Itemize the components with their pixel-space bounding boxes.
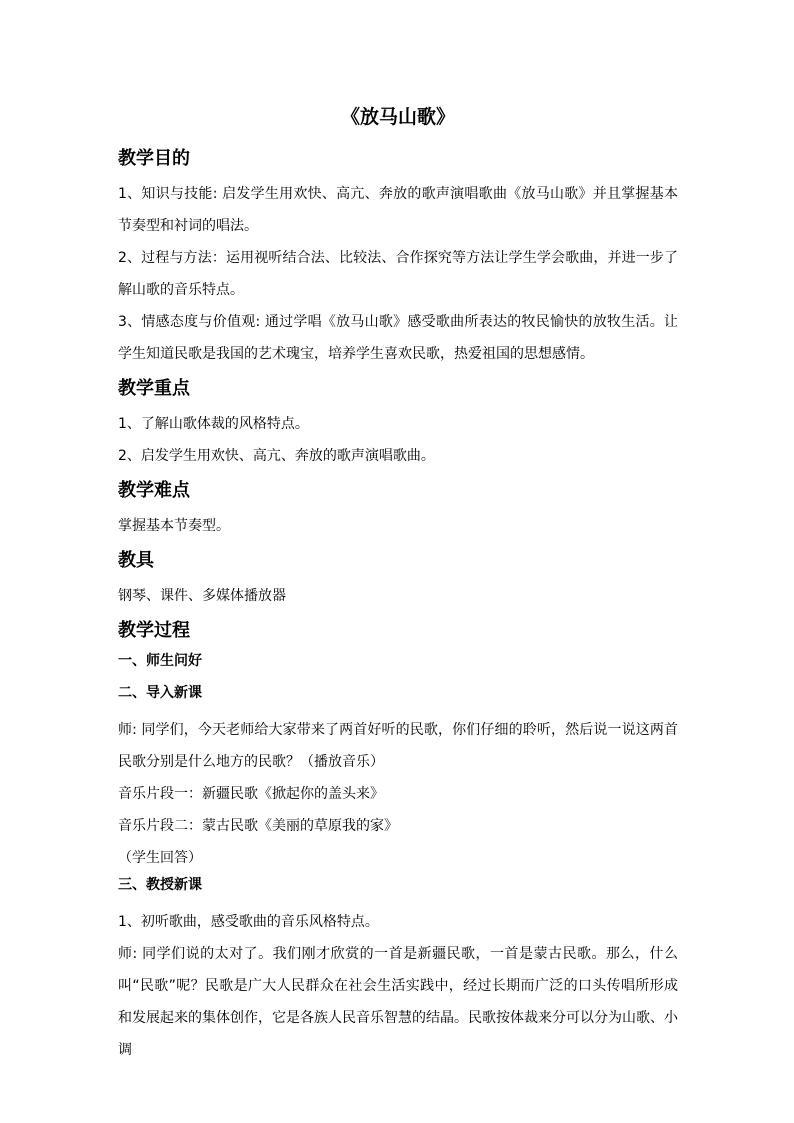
key-point-item-1: 1、了解山歌体裁的风格特点。 [118,416,309,432]
page-title: 《放马山歌》 [340,106,455,128]
process-step-heading-1: 一、师生问好 [118,653,202,669]
objective-item-2: 2、过程与方法：运用视听结合法、比较法、合作探究等方法让学生学会歌曲，并进一步了解山歌的音乐特点。 [118,250,678,298]
document-body [118,104,678,1066]
section-heading-difficulties: 教学难点 [118,480,190,501]
key-point-item-2: 2、启发学生用欢快、高亢、奔放的歌声演唱歌曲。 [118,448,435,464]
process-step-heading-2: 二、导入新课 [118,685,202,701]
tools-item-1: 钢琴、课件、多媒体播放器 [118,588,286,604]
student-answer-note: （学生回答） [118,850,202,866]
difficulty-item-1: 掌握基本节奏型。 [118,518,230,534]
objective-item-1: 1、知识与技能: 启发学生用欢快、高亢、奔放的歌声演唱歌曲《放马山歌》并且掌握基本节奏型和衬词的唱法。 [118,186,678,234]
new-lesson-paragraph: 师: 同学们说的太对了。我们刚才欣赏的一首是新疆民歌，一首是蒙古民歌。那么，什么叫“民歌”呢？民歌是广大人民群众在社会生活实践中，经过长期而广泛的口头传唱所形成和发展起来的集体创作，它是各族人民音乐智慧的结晶。民歌按体裁来分可以分为山歌、小调 [118,946,678,1058]
music-clip-1: 音乐片段一：新疆民歌《掀起你的盖头来》 [118,786,384,802]
section-heading-process: 教学过程 [118,620,190,641]
section-heading-tools: 教具 [118,550,154,571]
music-clip-2: 音乐片段二：蒙古民歌《美丽的草原我的家》 [118,818,398,834]
new-lesson-item-1: 1、初听歌曲，感受歌曲的音乐风格特点。 [118,914,379,930]
section-heading-objectives: 教学目的 [118,148,190,169]
section-heading-key-points: 教学重点 [118,378,190,399]
process-step-heading-3: 三、教授新课 [118,877,202,893]
objective-item-3: 3、情感态度与价值观: 通过学唱《放马山歌》感受歌曲所表达的牧民愉快的放牧生活。让学生知道民歌是我国的艺术瑰宝，培养学生喜欢民歌，热爱祖国的思想感情。 [118,314,678,362]
intro-paragraph: 师: 同学们，今天老师给大家带来了两首好听的民歌，你们仔细的聆听，然后说一说这两首民歌分别是什么地方的民歌？（播放音乐） [118,722,678,770]
